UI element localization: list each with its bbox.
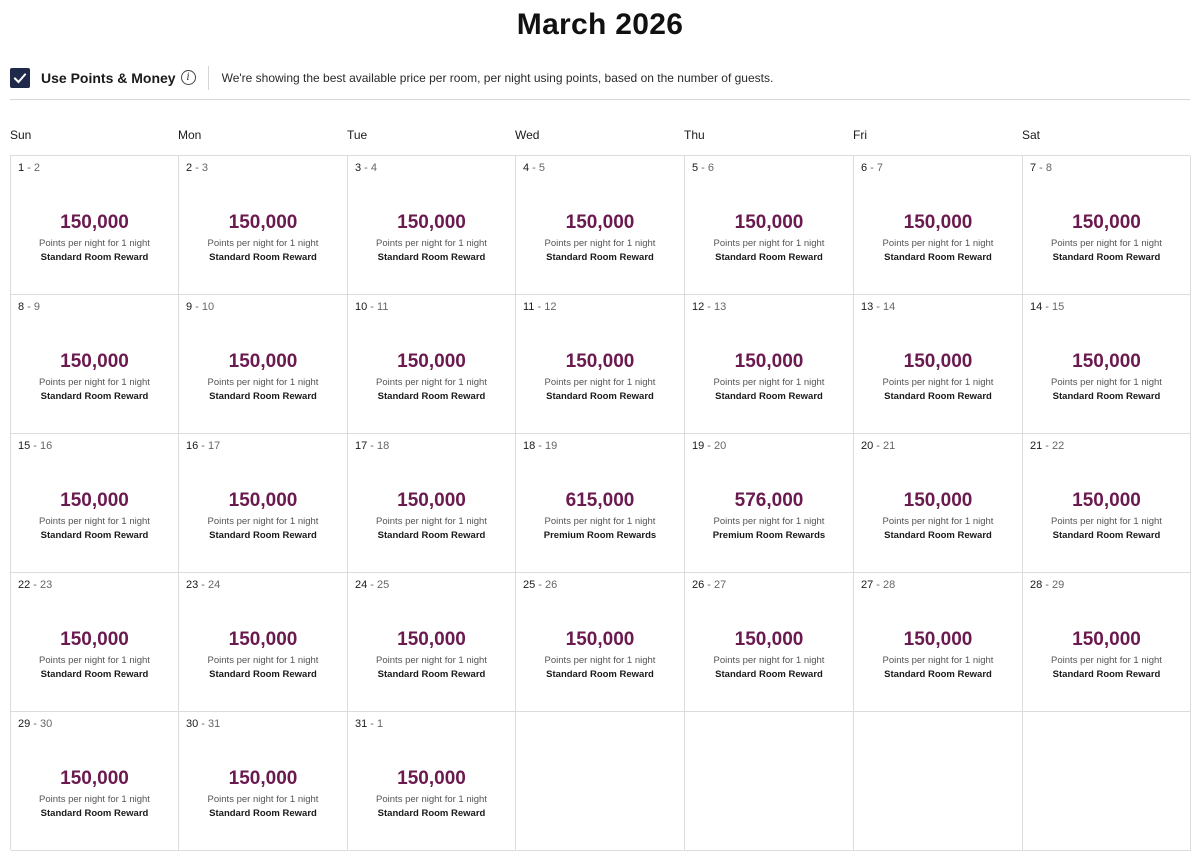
points-price: 150,000 [1072, 351, 1141, 372]
reward-type: Standard Room Reward [377, 252, 486, 263]
price-caption: Points per night for 1 night [882, 655, 994, 666]
price-caption: Points per night for 1 night [39, 238, 150, 249]
points-price: 150,000 [228, 629, 298, 650]
reward-type: Standard Room Reward [40, 391, 149, 402]
date-separator: - [698, 162, 708, 174]
reward-type: Premium Room Rewards [543, 530, 657, 541]
reward-type: Premium Room Rewards [712, 530, 826, 541]
calendar-day-cell[interactable] [1023, 295, 1191, 434]
check-out-day: 8 [1045, 162, 1053, 174]
use-points-label[interactable]: Use Points & Money [41, 70, 176, 86]
points-price: 150,000 [228, 351, 298, 372]
weekday-mon: Mon [178, 128, 202, 142]
check-in-day: 10 [355, 301, 368, 313]
check-in-day: 5 [692, 162, 699, 174]
reward-type: Standard Room Reward [377, 530, 486, 541]
stay-dates [18, 301, 40, 313]
points-price: 615,000 [565, 490, 635, 511]
points-price: 150,000 [397, 351, 466, 372]
price-caption: Points per night for 1 night [713, 377, 825, 388]
use-points-checkbox[interactable] [10, 68, 30, 88]
check-out-day: 2 [33, 162, 41, 174]
reward-type: Standard Room Reward [209, 669, 317, 680]
stay-dates [186, 440, 220, 452]
price-caption: Points per night for 1 night [544, 377, 656, 388]
check-in-day: 17 [355, 440, 368, 452]
date-separator: - [534, 301, 545, 313]
pricing-note: We're showing the best available price per room, per night using points, based on the number of guests. [221, 71, 774, 85]
reward-type: Standard Room Reward [1052, 252, 1161, 263]
reward-type: Standard Room Reward [546, 391, 654, 402]
points-price: 150,000 [1072, 490, 1141, 511]
reward-type: Standard Room Reward [715, 252, 823, 263]
empty-day-cell [516, 712, 685, 851]
calendar-day-cell[interactable] [854, 573, 1023, 712]
reward-type: Standard Room Reward [40, 808, 149, 819]
price-caption: Points per night for 1 night [882, 238, 994, 249]
price-caption: Points per night for 1 night [713, 516, 825, 527]
check-out-day: 15 [1052, 301, 1065, 313]
price-caption: Points per night for 1 night [544, 516, 656, 527]
calendar-day-cell[interactable] [1023, 156, 1191, 295]
calendar-day-cell[interactable] [179, 573, 348, 712]
check-out-day: 12 [544, 301, 557, 313]
points-price: 150,000 [565, 212, 635, 233]
date-separator: - [367, 301, 378, 313]
date-separator: - [704, 301, 715, 313]
price-caption: Points per night for 1 night [1051, 238, 1162, 249]
points-price: 150,000 [397, 629, 466, 650]
weekday-header [10, 128, 1190, 144]
check-in-day: 9 [186, 301, 193, 313]
check-out-day: 21 [883, 440, 896, 452]
reward-type: Standard Room Reward [715, 391, 823, 402]
calendar-day-cell[interactable] [854, 295, 1023, 434]
weekday-thu: Thu [684, 128, 705, 142]
date-separator: - [535, 440, 546, 452]
reward-type: Standard Room Reward [884, 669, 992, 680]
calendar-day-cell[interactable] [1023, 434, 1191, 573]
calendar-day-cell[interactable] [854, 434, 1023, 573]
check-in-day: 28 [1030, 579, 1043, 591]
options-bar [10, 64, 1190, 100]
stay-dates [18, 718, 52, 730]
price-caption: Points per night for 1 night [376, 655, 487, 666]
check-out-day: 31 [208, 718, 221, 730]
price-caption: Points per night for 1 night [882, 377, 994, 388]
points-price: 150,000 [60, 212, 129, 233]
divider [208, 66, 209, 90]
check-in-day: 19 [692, 440, 705, 452]
check-out-day: 14 [883, 301, 896, 313]
stay-dates [1030, 440, 1064, 452]
points-price: 150,000 [565, 629, 635, 650]
calendar-day-cell[interactable] [11, 295, 179, 434]
price-caption: Points per night for 1 night [544, 655, 656, 666]
date-separator: - [873, 579, 884, 591]
check-in-day: 2 [186, 162, 193, 174]
stay-dates [355, 162, 377, 174]
calendar-grid [10, 155, 1190, 850]
stay-dates [186, 162, 208, 174]
calendar-day-cell[interactable] [685, 573, 854, 712]
points-price: 150,000 [60, 351, 129, 372]
date-separator: - [24, 301, 34, 313]
check-in-day: 31 [355, 718, 368, 730]
date-separator: - [192, 162, 202, 174]
stay-dates [692, 162, 714, 174]
date-separator: - [30, 718, 41, 730]
check-out-day: 7 [876, 162, 884, 174]
price-caption: Points per night for 1 night [713, 655, 825, 666]
date-separator: - [30, 440, 41, 452]
check-out-day: 4 [370, 162, 378, 174]
reward-type: Standard Room Reward [1052, 391, 1161, 402]
stay-dates [523, 162, 545, 174]
check-out-day: 5 [538, 162, 546, 174]
points-price: 150,000 [903, 629, 973, 650]
price-caption: Points per night for 1 night [544, 238, 656, 249]
date-separator: - [704, 579, 715, 591]
date-separator: - [367, 440, 378, 452]
check-in-day: 25 [523, 579, 536, 591]
calendar-day-cell[interactable] [516, 573, 685, 712]
calendar-day-cell[interactable] [685, 434, 854, 573]
check-out-day: 10 [201, 301, 215, 313]
points-price: 150,000 [734, 351, 804, 372]
stay-dates [186, 718, 220, 730]
price-caption: Points per night for 1 night [1051, 516, 1162, 527]
date-separator: - [704, 440, 715, 452]
stay-dates [355, 718, 383, 730]
stay-dates [1030, 579, 1064, 591]
check-out-day: 17 [208, 440, 221, 452]
calendar-day-cell[interactable] [348, 295, 516, 434]
calendar-day-cell[interactable] [1023, 573, 1191, 712]
check-out-day: 3 [201, 162, 209, 174]
stay-dates [355, 440, 389, 452]
check-in-day: 1 [18, 162, 25, 174]
date-separator: - [198, 718, 209, 730]
check-out-day: 30 [40, 718, 53, 730]
weekday-sat: Sat [1022, 128, 1041, 142]
points-price: 150,000 [1072, 212, 1141, 233]
calendar-day-cell[interactable] [348, 712, 516, 851]
check-in-day: 20 [861, 440, 874, 452]
date-separator: - [361, 162, 371, 174]
check-in-day: 16 [186, 440, 199, 452]
reward-type: Standard Room Reward [1052, 530, 1161, 541]
calendar-day-cell[interactable] [516, 295, 685, 434]
calendar-day-cell[interactable] [516, 156, 685, 295]
stay-dates [1030, 162, 1052, 174]
reward-type: Standard Room Reward [377, 669, 486, 680]
price-caption: Points per night for 1 night [207, 377, 319, 388]
check-out-day: 13 [714, 301, 727, 313]
check-out-day: 29 [1052, 579, 1065, 591]
reward-type: Standard Room Reward [884, 530, 992, 541]
date-separator: - [535, 579, 546, 591]
stay-dates [355, 301, 388, 313]
price-caption: Points per night for 1 night [39, 377, 150, 388]
calendar-day-cell[interactable] [179, 434, 348, 573]
weekday-sun: Sun [10, 128, 32, 142]
calendar-day-cell[interactable] [11, 573, 179, 712]
calendar-day-cell[interactable] [685, 295, 854, 434]
calendar-day-cell[interactable] [179, 712, 348, 851]
stay-dates [1030, 301, 1064, 313]
check-out-day: 18 [377, 440, 390, 452]
price-caption: Points per night for 1 night [376, 238, 487, 249]
check-out-day: 1 [377, 718, 384, 730]
date-separator: - [1042, 579, 1053, 591]
points-price: 150,000 [565, 351, 635, 372]
stay-dates [18, 440, 52, 452]
reward-type: Standard Room Reward [377, 808, 486, 819]
points-price: 150,000 [903, 490, 973, 511]
calendar-day-cell[interactable] [179, 156, 348, 295]
price-caption: Points per night for 1 night [39, 655, 150, 666]
date-separator: - [192, 301, 202, 313]
check-out-day: 27 [714, 579, 727, 591]
stay-dates [861, 301, 895, 313]
check-in-day: 18 [523, 440, 536, 452]
check-in-day: 12 [692, 301, 705, 313]
date-separator: - [1042, 301, 1053, 313]
calendar-day-cell[interactable] [11, 434, 179, 573]
check-in-day: 22 [18, 579, 31, 591]
points-price: 150,000 [1072, 629, 1141, 650]
date-separator: - [529, 162, 539, 174]
check-out-day: 28 [883, 579, 896, 591]
date-separator: - [367, 718, 378, 730]
stay-dates [186, 301, 214, 313]
points-price: 150,000 [60, 490, 129, 511]
price-caption: Points per night for 1 night [1051, 655, 1162, 666]
calendar-day-cell[interactable] [516, 434, 685, 573]
date-separator: - [30, 579, 41, 591]
points-price: 150,000 [228, 212, 298, 233]
check-out-day: 24 [208, 579, 221, 591]
check-out-day: 19 [545, 440, 558, 452]
reward-type: Standard Room Reward [546, 252, 654, 263]
info-icon[interactable]: i [181, 70, 196, 85]
calendar-day-cell[interactable] [348, 573, 516, 712]
stay-dates [355, 579, 389, 591]
date-separator: - [1036, 162, 1046, 174]
reward-type: Standard Room Reward [546, 669, 654, 680]
stay-dates [692, 440, 726, 452]
price-caption: Points per night for 1 night [39, 516, 150, 527]
calendar-day-cell[interactable] [685, 156, 854, 295]
reward-type: Standard Room Reward [209, 530, 317, 541]
check-in-day: 15 [18, 440, 31, 452]
stay-dates [186, 579, 220, 591]
check-in-day: 27 [861, 579, 874, 591]
calendar-day-cell[interactable] [348, 434, 516, 573]
reward-type: Standard Room Reward [1052, 669, 1161, 680]
weekday-fri: Fri [853, 128, 867, 142]
reward-type: Standard Room Reward [884, 391, 992, 402]
weekday-tue: Tue [347, 128, 368, 142]
checkmark-icon [13, 71, 27, 85]
check-in-day: 6 [861, 162, 868, 174]
stay-dates [861, 162, 883, 174]
points-price: 150,000 [734, 212, 804, 233]
stay-dates [18, 162, 40, 174]
reward-type: Standard Room Reward [40, 530, 149, 541]
check-in-day: 21 [1030, 440, 1043, 452]
check-in-day: 11 [523, 301, 535, 313]
points-price: 150,000 [228, 490, 298, 511]
calendar-day-cell[interactable] [854, 156, 1023, 295]
check-in-day: 14 [1030, 301, 1043, 313]
check-out-day: 11 [377, 301, 389, 313]
reward-type: Standard Room Reward [209, 391, 317, 402]
reward-type: Standard Room Reward [715, 669, 823, 680]
calendar-day-cell[interactable] [11, 712, 179, 851]
check-in-day: 4 [523, 162, 530, 174]
empty-day-cell [854, 712, 1023, 851]
points-price: 150,000 [60, 629, 129, 650]
reward-type: Standard Room Reward [377, 391, 486, 402]
month-title: March 2026 [516, 8, 684, 41]
stay-dates [861, 440, 895, 452]
check-in-day: 8 [18, 301, 25, 313]
price-caption: Points per night for 1 night [713, 238, 825, 249]
points-price: 150,000 [903, 212, 973, 233]
stay-dates [523, 440, 557, 452]
stay-dates [18, 579, 52, 591]
stay-dates [861, 579, 895, 591]
check-in-day: 13 [861, 301, 874, 313]
calendar-day-cell[interactable] [11, 156, 179, 295]
check-out-day: 20 [714, 440, 727, 452]
check-in-day: 24 [355, 579, 368, 591]
date-separator: - [198, 440, 209, 452]
check-in-day: 30 [186, 718, 199, 730]
check-out-day: 25 [377, 579, 390, 591]
points-price: 150,000 [397, 212, 466, 233]
date-separator: - [198, 579, 209, 591]
date-separator: - [1042, 440, 1053, 452]
price-caption: Points per night for 1 night [376, 794, 487, 805]
points-price: 150,000 [734, 629, 804, 650]
empty-day-cell [685, 712, 854, 851]
price-caption: Points per night for 1 night [376, 516, 487, 527]
check-out-day: 6 [707, 162, 715, 174]
price-caption: Points per night for 1 night [207, 655, 319, 666]
check-in-day: 26 [692, 579, 705, 591]
check-out-day: 9 [33, 301, 41, 313]
calendar-day-cell[interactable] [348, 156, 516, 295]
points-price: 150,000 [397, 490, 466, 511]
check-out-day: 16 [40, 440, 53, 452]
check-out-day: 22 [1052, 440, 1065, 452]
points-price: 150,000 [397, 768, 466, 789]
price-caption: Points per night for 1 night [376, 377, 487, 388]
date-separator: - [873, 440, 884, 452]
weekday-wed: Wed [515, 128, 540, 142]
date-separator: - [367, 579, 378, 591]
price-caption: Points per night for 1 night [39, 794, 150, 805]
points-price: 150,000 [60, 768, 129, 789]
price-caption: Points per night for 1 night [1051, 377, 1162, 388]
check-in-day: 29 [18, 718, 31, 730]
price-caption: Points per night for 1 night [207, 794, 319, 805]
calendar-day-cell[interactable] [179, 295, 348, 434]
check-in-day: 3 [355, 162, 362, 174]
stay-dates [523, 579, 557, 591]
points-price: 150,000 [228, 768, 298, 789]
reward-type: Standard Room Reward [884, 252, 992, 263]
check-out-day: 23 [40, 579, 53, 591]
empty-day-cell [1023, 712, 1191, 851]
stay-dates [523, 301, 556, 313]
date-separator: - [24, 162, 34, 174]
date-separator: - [873, 301, 884, 313]
check-out-day: 26 [545, 579, 558, 591]
check-in-day: 7 [1030, 162, 1037, 174]
price-caption: Points per night for 1 night [207, 516, 319, 527]
points-price: 576,000 [734, 490, 804, 511]
date-separator: - [867, 162, 877, 174]
reward-type: Standard Room Reward [209, 252, 317, 263]
stay-dates [692, 579, 726, 591]
points-price: 150,000 [903, 351, 973, 372]
reward-type: Standard Room Reward [40, 669, 149, 680]
price-caption: Points per night for 1 night [882, 516, 994, 527]
stay-dates [692, 301, 726, 313]
reward-type: Standard Room Reward [209, 808, 317, 819]
price-caption: Points per night for 1 night [207, 238, 319, 249]
reward-type: Standard Room Reward [40, 252, 149, 263]
check-in-day: 23 [186, 579, 199, 591]
